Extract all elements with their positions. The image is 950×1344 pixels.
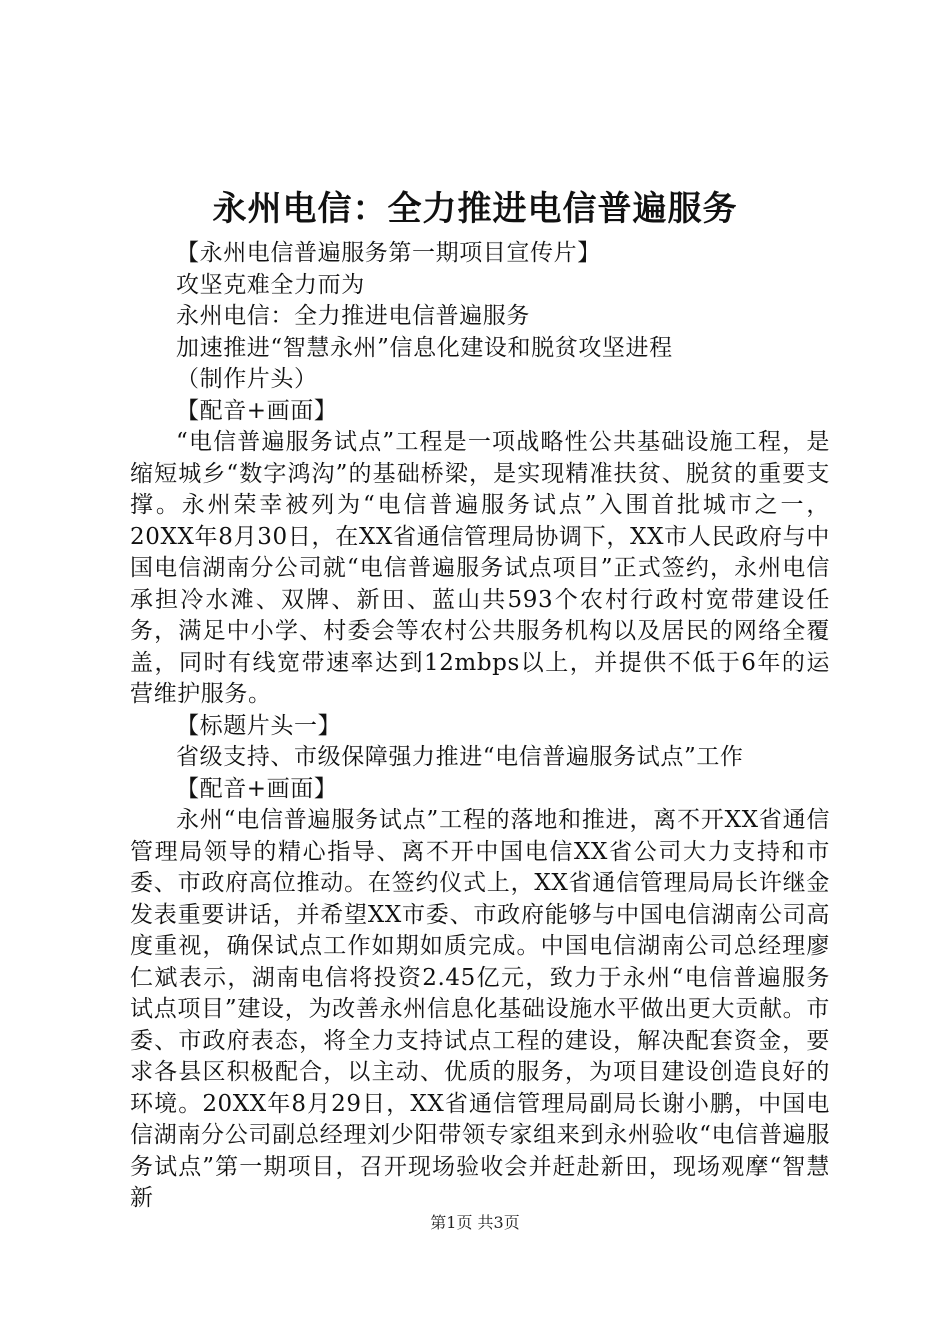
section-title: 省级支持、市级保障强力推进“电信普遍服务试点”工作 — [176, 744, 744, 770]
voiceover-label-2: 【配音+画面】 — [176, 775, 338, 802]
document-body — [130, 238, 830, 1215]
page-number: 第1页 共3页 — [430, 1213, 520, 1232]
voiceover-label: 【配音+画面】 — [176, 397, 338, 424]
promo-heading: 【永州电信普遍服务第一期项目宣传片】 — [176, 240, 601, 266]
body-paragraph-2: 永州“电信普遍服务试点”工程的落地和推进，离不开XX省通信管理局领导的精心指导、离不开中国电信XX省公司大力支持和市委、市政府高位推动。在签约仪式上，XX省通信管理局局长许继金发表重要讲话，并希望XX市委、市政府能够与中国电信湖南公司高度重视，确保试点工作如期如质完成。中国电信湖南公司总经理廖仁斌表示，湖南电信将投资2.45亿元，致力于永州“电信普遍服务试点项目”建设，为改善永州信息化基础设施水平做出更大贡献。市委、市政府表态，将全力支持试点工程的建设，解决配套资金，要求各县区积极配合，以主动、优质的服务，为项目建设创造良好的环境。20XX年8月29日，XX省通信管理局副局长谢小鹏，中国电信湖南分公司副总经理刘少阳带领专家组来到永州验收“电信普遍服务试点”第一期项目，召开现场验收会并赶赴新田，现场观摩“智慧新 — [130, 807, 830, 1211]
section-label: 【标题片头一】 — [176, 712, 342, 739]
production-note: （制作片头） — [176, 366, 318, 392]
body-paragraph-1: “电信普遍服务试点”工程是一项战略性公共基础设施工程，是缩短城乡“数字鸿沟”的基础桥梁，是实现精准扶贫、脱贫的重要支撑。永州荣幸被列为“电信普遍服务试点”入围首批城市之一，20XX年8月30日，在XX省通信管理局协调下，XX市人民政府与中国电信湖南分公司就“电信普遍服务试点项目”正式签约，永州电信承担冷水滩、双牌、新田、蓝山共593个农村行政村宽带建设任务，满足中小学、村委会等农村公共服务机构以及居民的网络全覆盖，同时有线宽带速率达到12mbps以上，并提供不低于6年的运营维护服务。 — [130, 429, 830, 707]
subtitle-line: 永州电信：全力推进电信普遍服务 — [176, 303, 530, 329]
slogan-line: 攻坚克难全力而为 — [176, 271, 365, 298]
document-title: 永州电信：全力推进电信普遍服务 — [212, 189, 738, 229]
theme-line: 加速推进“智慧永州”信息化建设和脱贫攻坚进程 — [176, 334, 673, 361]
